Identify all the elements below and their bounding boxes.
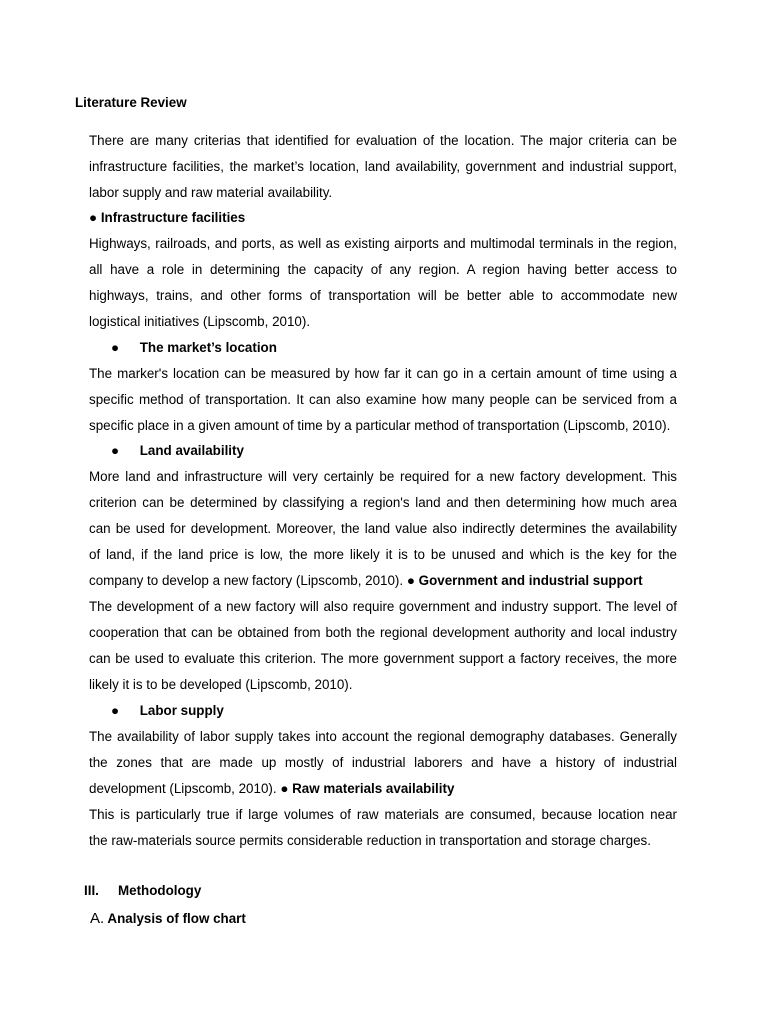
subsection-letter: A. xyxy=(90,910,105,927)
government-paragraph xyxy=(89,594,677,698)
bullet-dot-icon: ● xyxy=(280,781,289,796)
text-line: specific method of transportation. It can also examine how many people can be serviced from a xyxy=(89,392,677,407)
text-line: criterion can be determined by classifying a region's land and then determining how much area xyxy=(89,495,677,510)
bullet-dot-icon: ● xyxy=(111,340,120,355)
bullet-title: Labor supply xyxy=(139,703,224,718)
raw-materials-paragraph xyxy=(89,802,677,854)
land-paragraph xyxy=(89,464,677,594)
intro-paragraph xyxy=(89,128,677,206)
bullet-market-location xyxy=(111,339,277,357)
text-line: There are many criterias that identified for evaluation of the location. The major criteria can be xyxy=(89,133,677,148)
market-paragraph xyxy=(89,361,677,439)
subsection-heading-flow-chart xyxy=(90,910,246,928)
text-line: can be used to evaluate this criterion. The more government support a factory receives, the more xyxy=(89,651,677,666)
text-line xyxy=(89,776,677,802)
text-line: The development of a new factory will also require government and industry support. The level of xyxy=(89,599,677,614)
section-number: III. xyxy=(84,883,99,898)
text-run: development (Lipscomb, 2010). xyxy=(89,781,277,796)
bullet-dot-icon: ● xyxy=(406,573,415,588)
text-line: More land and infrastructure will very certainly be required for a new factory development. This xyxy=(89,469,677,484)
text-line: The availability of labor supply takes into account the regional demography databases. Generally xyxy=(89,729,677,744)
text-line: specific place in a given amount of time by a particular method of transportation (Lipscomb, 2010). xyxy=(89,418,671,433)
bullet-title-government-support: Government and industrial support xyxy=(418,573,643,588)
text-line xyxy=(89,568,677,594)
bullet-title: The market’s location xyxy=(139,340,277,355)
bullet-dot-icon: ● xyxy=(111,703,120,718)
text-run: company to develop a new factory (Lipscomb, 2010). xyxy=(89,573,404,588)
section-heading-methodology xyxy=(84,882,201,900)
bullet-title-raw-materials: Raw materials availability xyxy=(292,781,455,796)
text-line: highways, trains, and other forms of transportation will be better able to accommodate new xyxy=(89,288,677,303)
infrastructure-paragraph xyxy=(89,231,677,335)
text-line: Highways, railroads, and ports, as well as existing airports and multimodal terminals in the region, xyxy=(89,236,677,251)
subsection-title: Analysis of flow chart xyxy=(107,911,246,926)
text-line: This is particularly true if large volumes of raw materials are consumed, because location near xyxy=(89,807,677,822)
text-line: infrastructure facilities, the market’s location, land availability, government and industrial support, xyxy=(89,159,677,174)
text-line: cooperation that can be obtained from both the regional development authority and local industry xyxy=(89,625,677,640)
bullet-title: Infrastructure facilities xyxy=(100,210,246,225)
text-line: The marker's location can be measured by how far it can go in a certain amount of time using a xyxy=(89,366,677,381)
bullet-title: Land availability xyxy=(139,443,244,458)
text-line: logistical initiatives (Lipscomb, 2010). xyxy=(89,314,311,329)
bullet-dot-icon: ● xyxy=(89,210,98,225)
text-line: labor supply and raw material availability. xyxy=(89,185,333,200)
bullet-infrastructure-facilities xyxy=(89,209,245,227)
text-line: likely it is to be developed (Lipscomb, 2010). xyxy=(89,677,353,692)
labor-paragraph xyxy=(89,724,677,802)
text-line: of land, if the land price is low, the more likely it is to be unused and which is the key for the xyxy=(89,547,677,562)
section-heading-literature-review: Literature Review xyxy=(75,95,187,110)
text-line: the raw-materials source permits considerable reduction in transportation and storage charges. xyxy=(89,833,651,848)
text-line: all have a role in determining the capacity of any region. A region having better access to xyxy=(89,262,677,277)
bullet-labor-supply xyxy=(111,702,224,720)
bullet-land-availability xyxy=(111,442,244,460)
bullet-dot-icon: ● xyxy=(111,443,120,458)
section-title: Methodology xyxy=(118,883,202,898)
text-line: can be used for development. Moreover, the land value also indirectly determines the availability xyxy=(89,521,677,536)
text-line: the zones that are made up mostly of industrial laborers and have a history of industrial xyxy=(89,755,677,770)
